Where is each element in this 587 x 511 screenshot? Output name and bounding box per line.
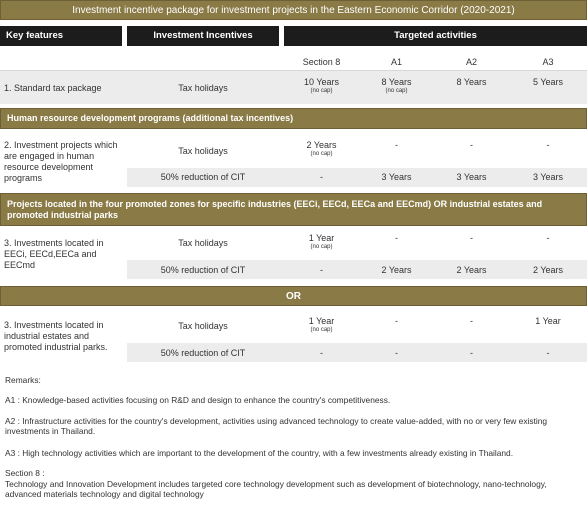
row-zones-a1: - xyxy=(395,233,398,243)
header-targeted-activities: Targeted activities xyxy=(284,26,587,46)
row-estates-a3: 1 Year xyxy=(535,316,561,326)
row-estates-incentive-2: 50% reduction of CIT xyxy=(160,348,246,358)
row-estates-cit-a2: - xyxy=(470,348,473,358)
or-divider: OR xyxy=(0,286,587,306)
row-hr-a2: - xyxy=(470,140,473,150)
header-key-features: Key features xyxy=(0,26,122,46)
row-standard-a1: 8 Years (no cap) xyxy=(381,77,412,94)
row-zones-a3: - xyxy=(546,233,550,243)
remark-a2: A2 : Infrastructure activities for the country's development, activities using advanced technology to create value-added, with no or very few existing investments in Thailand. xyxy=(5,416,548,436)
row-estates-section8: 1 Year (no cap) xyxy=(308,316,335,333)
row-hr-cit-a2: 3 Years xyxy=(456,172,487,182)
row-hr-incentive-1: Tax holidays xyxy=(178,146,228,156)
row-zones-cit-a3: 2 Years xyxy=(532,265,564,275)
col-section-8: Section 8 xyxy=(302,57,341,67)
col-a1: A1 xyxy=(390,57,402,67)
row-hr-a3: - xyxy=(546,140,550,150)
row-standard-a2: 8 Years xyxy=(456,77,487,87)
remark-section8: Technology and Innovation Development includes targeted core technology development such as development of biotechnology, nano-technology, advanced materials technology and digital technology xyxy=(5,479,547,499)
row-zones-cit-a1: 2 Years xyxy=(381,265,412,275)
row-zones-cit-section8: - xyxy=(320,265,323,275)
col-a2: A2 xyxy=(465,57,477,67)
row-hr-a1: - xyxy=(395,140,398,150)
row-zones-section8: 1 Year (no cap) xyxy=(308,233,335,250)
remark-a1: A1 : Knowledge-based activities focusing on R&D and design to enhance the country's competitiveness. xyxy=(5,395,391,405)
row-estates-label: 3. Investments located in industrial estates and promoted industrial parks. xyxy=(4,320,108,352)
row-hr-label: 2. Investment projects which are engaged in human resource development programs xyxy=(4,140,118,183)
page-title: Investment incentive package for investment projects in the Eastern Economic Corridor (2020-2021) xyxy=(0,0,587,20)
row-estates-a1: - xyxy=(395,316,398,326)
row-zones-label: 3. Investments located in EECi, EECd,EECa and EECmd xyxy=(4,238,104,270)
remarks-heading: Remarks: xyxy=(5,375,41,385)
row-hr-cit-a1: 3 Years xyxy=(381,172,412,182)
row-hr-section8: 2 Years (no cap) xyxy=(306,140,337,157)
section-hr: Human resource development programs (additional tax incentives) xyxy=(0,108,587,129)
row-standard-section8: 10 Years (no cap) xyxy=(303,77,340,94)
row-estates-incentive-1: Tax holidays xyxy=(178,321,228,331)
row-hr-cit-section8: - xyxy=(320,172,323,182)
row-standard-incentive: Tax holidays xyxy=(178,83,228,93)
row-zones-a2: - xyxy=(470,233,473,243)
row-zones-incentive-1: Tax holidays xyxy=(178,238,228,248)
section-zones: Projects located in the four promoted zones for specific industries (EECi, EECd, EECa and EECmd) OR industrial estates and promoted industrial parks xyxy=(0,193,587,226)
row-estates-a2: - xyxy=(470,316,473,326)
row-hr-incentive-2: 50% reduction of CIT xyxy=(160,172,246,182)
row-hr-cit-a3: 3 Years xyxy=(532,172,564,182)
header-investment-incentives: Investment Incentives xyxy=(127,26,279,46)
row-standard-a3: 5 Years xyxy=(532,77,564,87)
row-estates-cit-a3: - xyxy=(546,348,550,358)
remark-a3: A3 : High technology activities which are important to the development of the country, with a few investments already existing in Thailand. xyxy=(5,448,514,458)
row-estates-cit-section8: - xyxy=(320,348,323,358)
row-standard-label: 1. Standard tax package xyxy=(4,83,102,93)
col-a3: A3 xyxy=(542,57,554,67)
row-estates-cit-a1: - xyxy=(395,348,398,358)
remark-section8-heading: Section 8 : xyxy=(5,468,45,478)
row-zones-cit-a2: 2 Years xyxy=(456,265,487,275)
row-zones-incentive-2: 50% reduction of CIT xyxy=(160,265,246,275)
